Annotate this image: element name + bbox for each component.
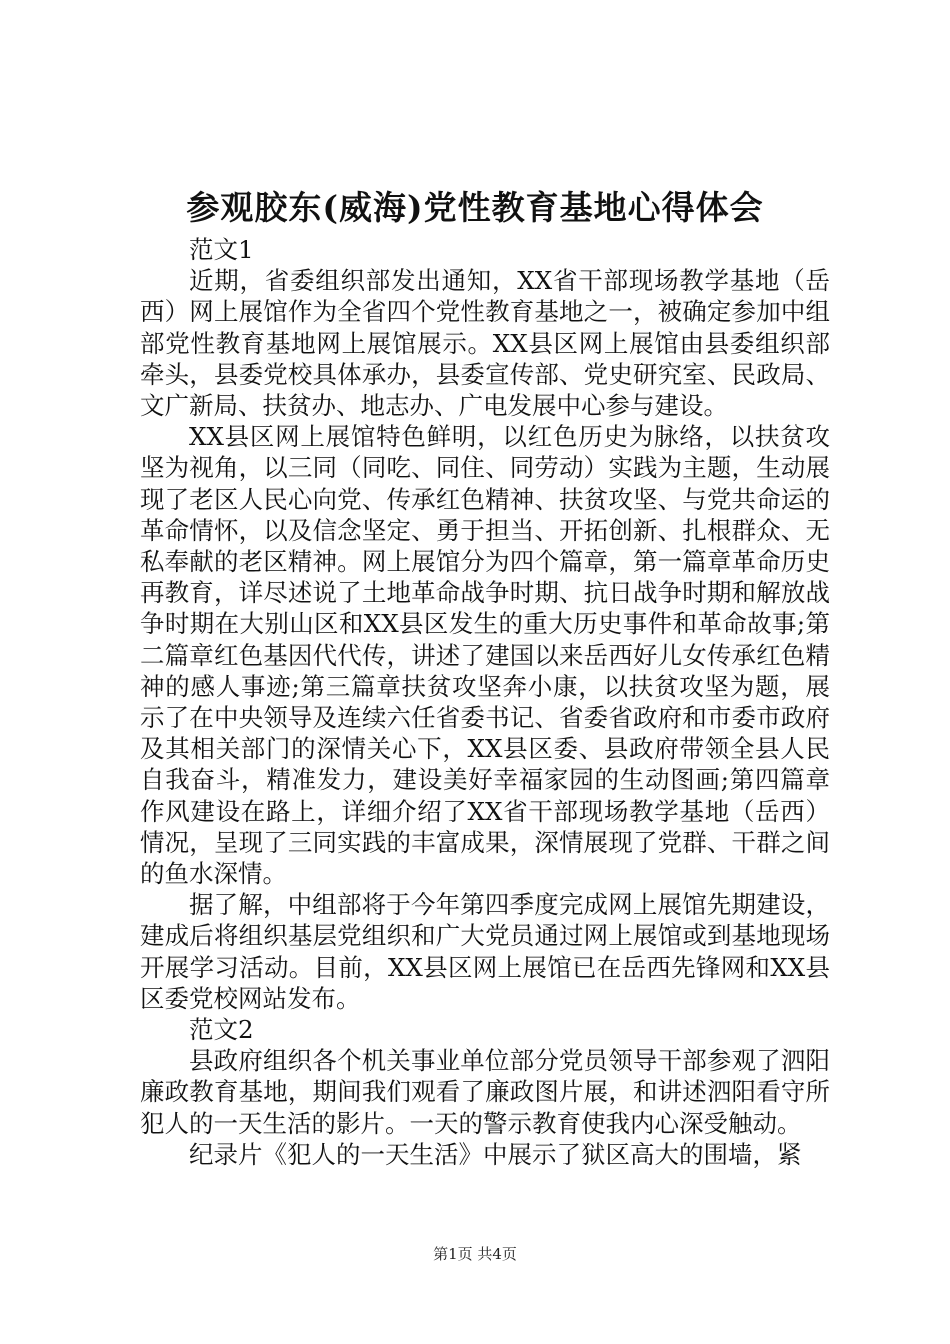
paragraph: XX县区网上展馆特色鲜明，以红色历史为脉络，以扶贫攻坚为视角，以三同（同吃、同住、同劳动）实践为主题，生动展现了老区人民心向党、传承红色精神、扶贫攻坚、与党共命运的革命情怀，以及信念坚定、勇于担当、开拓创新、扎根群众、无私奉献的老区精神。网上展馆分为四个篇章，第一篇章革命历史再教育，详尽述说了土地革命战争时期、抗日战争时期和解放战争时期在大别山区和XX县区发生的重大历史事件和革命故事;第二篇章红色基因代代传，讲述了建国以来岳西好儿女传承红色精神的感人事迹;第三篇章扶贫攻坚奔小康，以扶贫攻坚为题，展示了在中央领导及连续六任省委书记、省委省政府和市委市政府及其相关部门的深情关心下，XX县区委、县政府带领全县人民自我奋斗，精准发力，建设美好幸福家园的生动图画;第四篇章作风建设在路上，详细介绍了XX省干部现场教学基地（岳西）情况，呈现了三同实践的丰富成果，深情展现了党群、干群之间的鱼水深情。 — [140, 422, 830, 889]
paragraph: 近期，省委组织部发出通知，XX省干部现场教学基地（岳西）网上展馆作为全省四个党性教育基地之一，被确定参加中组部党性教育基地网上展馆展示。XX县区网上展馆由县委组织部牵头，县委党校具体承办，县委宣传部、党史研究室、民政局、文广新局、扶贫办、地志办、广电发展中心参与建设。 — [140, 266, 830, 421]
document-title: 参观胶东(威海)党性教育基地心得体会 — [186, 188, 764, 227]
document-body — [140, 234, 830, 1170]
paragraph: 县政府组织各个机关事业单位部分党员领导干部参观了泗阳廉政教育基地，期间我们观看了廉政图片展，和讲述泗阳看守所犯人的一天生活的影片。一天的警示教育使我内心深受触动。 — [140, 1046, 830, 1138]
paragraph: 据了解，中组部将于今年第四季度完成网上展馆先期建设，建成后将组织基层党组织和广大党员通过网上展馆或到基地现场开展学习活动。目前，XX县区网上展馆已在岳西先锋网和XX县区委党校网站发布。 — [140, 890, 830, 1013]
section-heading-1: 范文1 — [189, 235, 254, 264]
paragraph: 纪录片《犯人的一天生活》中展示了狱区高大的围墙，紧 — [189, 1139, 802, 1169]
section-heading-2: 范文2 — [189, 1015, 254, 1045]
page-number: 第1页 共4页 — [433, 1245, 517, 1263]
